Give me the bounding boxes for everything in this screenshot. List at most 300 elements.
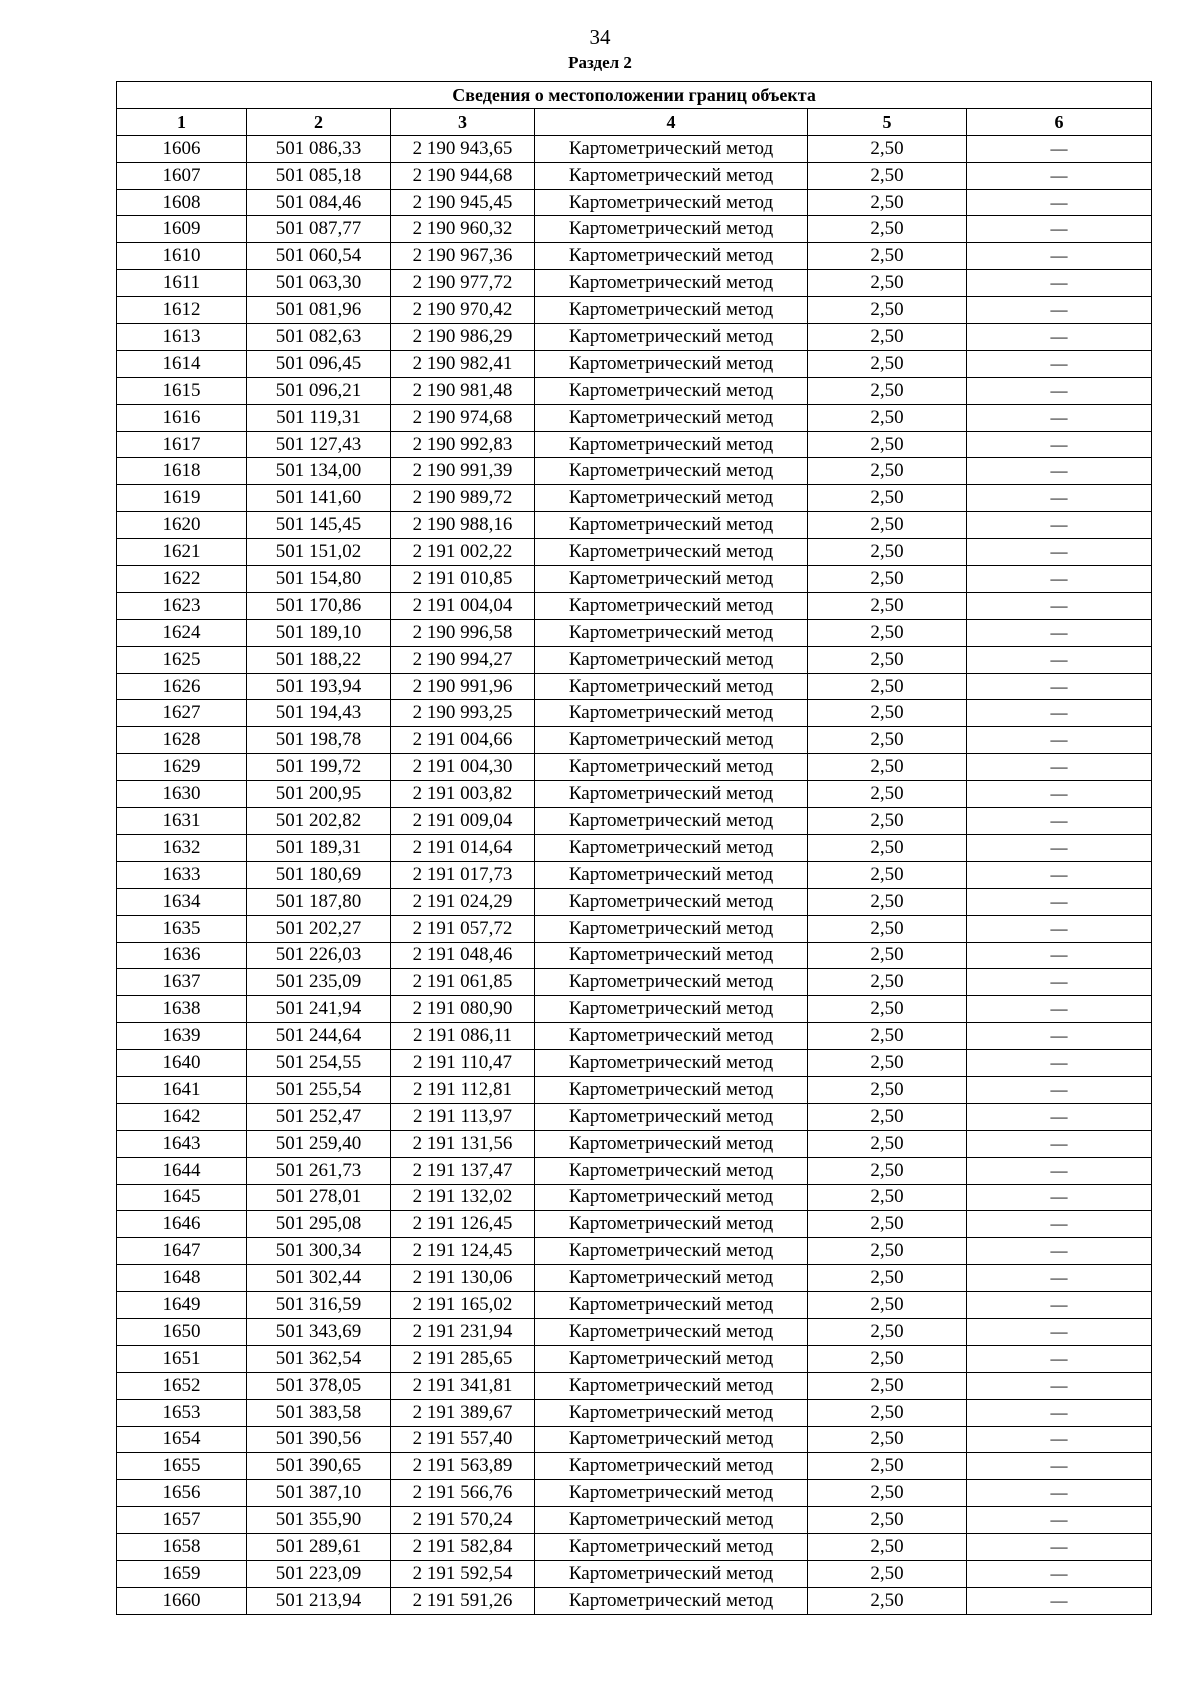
cell-description: —	[967, 1345, 1152, 1372]
table-body	[117, 135, 1152, 1614]
cell-description: —	[967, 297, 1152, 324]
cell-description: —	[967, 1534, 1152, 1561]
cell-y-coordinate: 2 190 988,16	[391, 512, 535, 539]
cell-accuracy: 2,50	[808, 1130, 967, 1157]
cell-point-number: 1630	[117, 781, 247, 808]
cell-accuracy: 2,50	[808, 619, 967, 646]
cell-description: —	[967, 619, 1152, 646]
cell-method: Картометрический метод	[535, 1507, 808, 1534]
cell-accuracy: 2,50	[808, 1211, 967, 1238]
cell-method: Картометрический метод	[535, 1238, 808, 1265]
cell-accuracy: 2,50	[808, 1050, 967, 1077]
cell-accuracy: 2,50	[808, 566, 967, 593]
table-row	[117, 888, 1152, 915]
cell-accuracy: 2,50	[808, 1453, 967, 1480]
cell-point-number: 1628	[117, 727, 247, 754]
cell-method: Картометрический метод	[535, 404, 808, 431]
cell-x-coordinate: 501 081,96	[247, 297, 391, 324]
cell-point-number: 1618	[117, 458, 247, 485]
table-caption: Сведения о местоположении границ объекта	[117, 82, 1152, 109]
cell-x-coordinate: 501 134,00	[247, 458, 391, 485]
table-row	[117, 1318, 1152, 1345]
cell-accuracy: 2,50	[808, 297, 967, 324]
cell-y-coordinate: 2 191 004,04	[391, 592, 535, 619]
cell-x-coordinate: 501 082,63	[247, 324, 391, 351]
table-row	[117, 431, 1152, 458]
cell-description: —	[967, 754, 1152, 781]
table-caption-row	[117, 82, 1152, 109]
cell-description: —	[967, 888, 1152, 915]
cell-method: Картометрический метод	[535, 377, 808, 404]
cell-description: —	[967, 1238, 1152, 1265]
cell-description: —	[967, 1507, 1152, 1534]
cell-y-coordinate: 2 191 137,47	[391, 1157, 535, 1184]
cell-point-number: 1637	[117, 969, 247, 996]
cell-y-coordinate: 2 191 009,04	[391, 808, 535, 835]
cell-x-coordinate: 501 254,55	[247, 1050, 391, 1077]
cell-point-number: 1652	[117, 1372, 247, 1399]
cell-point-number: 1648	[117, 1265, 247, 1292]
cell-description: —	[967, 942, 1152, 969]
cell-point-number: 1608	[117, 189, 247, 216]
cell-y-coordinate: 2 190 982,41	[391, 350, 535, 377]
cell-y-coordinate: 2 191 048,46	[391, 942, 535, 969]
cell-x-coordinate: 501 390,65	[247, 1453, 391, 1480]
cell-description: —	[967, 485, 1152, 512]
cell-x-coordinate: 501 145,45	[247, 512, 391, 539]
cell-x-coordinate: 501 189,10	[247, 619, 391, 646]
section-title: Раздел 2	[568, 53, 632, 72]
cell-x-coordinate: 501 200,95	[247, 781, 391, 808]
cell-point-number: 1660	[117, 1587, 247, 1614]
cell-description: —	[967, 162, 1152, 189]
table-row	[117, 1292, 1152, 1319]
cell-x-coordinate: 501 085,18	[247, 162, 391, 189]
cell-description: —	[967, 1157, 1152, 1184]
cell-x-coordinate: 501 213,94	[247, 1587, 391, 1614]
table-row	[117, 270, 1152, 297]
cell-method: Картометрический метод	[535, 350, 808, 377]
cell-description: —	[967, 1184, 1152, 1211]
cell-method: Картометрический метод	[535, 646, 808, 673]
cell-y-coordinate: 2 190 960,32	[391, 216, 535, 243]
column-header-1: 1	[117, 108, 247, 135]
cell-accuracy: 2,50	[808, 727, 967, 754]
table-row	[117, 619, 1152, 646]
column-header-6: 6	[967, 108, 1152, 135]
cell-description: —	[967, 1023, 1152, 1050]
cell-accuracy: 2,50	[808, 808, 967, 835]
column-header-3: 3	[391, 108, 535, 135]
cell-accuracy: 2,50	[808, 1265, 967, 1292]
cell-y-coordinate: 2 190 974,68	[391, 404, 535, 431]
table-row	[117, 297, 1152, 324]
cell-point-number: 1642	[117, 1103, 247, 1130]
cell-accuracy: 2,50	[808, 1238, 967, 1265]
cell-y-coordinate: 2 191 557,40	[391, 1426, 535, 1453]
cell-x-coordinate: 501 244,64	[247, 1023, 391, 1050]
table-row	[117, 458, 1152, 485]
cell-y-coordinate: 2 190 992,83	[391, 431, 535, 458]
cell-accuracy: 2,50	[808, 942, 967, 969]
cell-accuracy: 2,50	[808, 1076, 967, 1103]
cell-point-number: 1614	[117, 350, 247, 377]
cell-y-coordinate: 2 191 017,73	[391, 861, 535, 888]
column-header-5: 5	[808, 108, 967, 135]
cell-accuracy: 2,50	[808, 512, 967, 539]
cell-accuracy: 2,50	[808, 1372, 967, 1399]
cell-method: Картометрический метод	[535, 1157, 808, 1184]
cell-accuracy: 2,50	[808, 458, 967, 485]
cell-y-coordinate: 2 190 989,72	[391, 485, 535, 512]
cell-method: Картометрический метод	[535, 1453, 808, 1480]
cell-x-coordinate: 501 383,58	[247, 1399, 391, 1426]
cell-accuracy: 2,50	[808, 1534, 967, 1561]
cell-x-coordinate: 501 300,34	[247, 1238, 391, 1265]
cell-y-coordinate: 2 191 389,67	[391, 1399, 535, 1426]
cell-accuracy: 2,50	[808, 1345, 967, 1372]
cell-x-coordinate: 501 223,09	[247, 1560, 391, 1587]
cell-description: —	[967, 861, 1152, 888]
table-row	[117, 996, 1152, 1023]
cell-description: —	[967, 673, 1152, 700]
cell-method: Картометрический метод	[535, 162, 808, 189]
cell-accuracy: 2,50	[808, 861, 967, 888]
cell-method: Картометрический метод	[535, 781, 808, 808]
cell-method: Картометрический метод	[535, 1345, 808, 1372]
cell-y-coordinate: 2 191 004,30	[391, 754, 535, 781]
cell-accuracy: 2,50	[808, 243, 967, 270]
cell-y-coordinate: 2 191 231,94	[391, 1318, 535, 1345]
cell-x-coordinate: 501 180,69	[247, 861, 391, 888]
boundary-coordinates-table	[116, 81, 1152, 1615]
cell-x-coordinate: 501 127,43	[247, 431, 391, 458]
cell-accuracy: 2,50	[808, 1103, 967, 1130]
cell-point-number: 1612	[117, 297, 247, 324]
cell-description: —	[967, 1399, 1152, 1426]
cell-description: —	[967, 324, 1152, 351]
cell-accuracy: 2,50	[808, 216, 967, 243]
cell-x-coordinate: 501 261,73	[247, 1157, 391, 1184]
cell-description: —	[967, 350, 1152, 377]
cell-method: Картометрический метод	[535, 458, 808, 485]
table-row	[117, 646, 1152, 673]
cell-description: —	[967, 1480, 1152, 1507]
cell-x-coordinate: 501 226,03	[247, 942, 391, 969]
cell-y-coordinate: 2 191 080,90	[391, 996, 535, 1023]
cell-method: Картометрический метод	[535, 135, 808, 162]
cell-point-number: 1644	[117, 1157, 247, 1184]
cell-x-coordinate: 501 387,10	[247, 1480, 391, 1507]
cell-description: —	[967, 1103, 1152, 1130]
cell-accuracy: 2,50	[808, 485, 967, 512]
cell-x-coordinate: 501 241,94	[247, 996, 391, 1023]
cell-x-coordinate: 501 187,80	[247, 888, 391, 915]
table-row	[117, 1480, 1152, 1507]
table-row	[117, 1399, 1152, 1426]
cell-x-coordinate: 501 355,90	[247, 1507, 391, 1534]
cell-method: Картометрический метод	[535, 673, 808, 700]
cell-point-number: 1626	[117, 673, 247, 700]
cell-accuracy: 2,50	[808, 1023, 967, 1050]
cell-x-coordinate: 501 086,33	[247, 135, 391, 162]
cell-description: —	[967, 431, 1152, 458]
cell-method: Картометрический метод	[535, 1318, 808, 1345]
cell-point-number: 1622	[117, 566, 247, 593]
cell-y-coordinate: 2 191 582,84	[391, 1534, 535, 1561]
cell-y-coordinate: 2 191 086,11	[391, 1023, 535, 1050]
cell-accuracy: 2,50	[808, 1426, 967, 1453]
cell-point-number: 1649	[117, 1292, 247, 1319]
cell-accuracy: 2,50	[808, 781, 967, 808]
cell-method: Картометрический метод	[535, 727, 808, 754]
cell-method: Картометрический метод	[535, 1399, 808, 1426]
table-row	[117, 1534, 1152, 1561]
cell-method: Картометрический метод	[535, 1184, 808, 1211]
table-row	[117, 1130, 1152, 1157]
cell-method: Картометрический метод	[535, 592, 808, 619]
cell-method: Картометрический метод	[535, 1050, 808, 1077]
cell-point-number: 1650	[117, 1318, 247, 1345]
cell-x-coordinate: 501 170,86	[247, 592, 391, 619]
table-header-row	[117, 108, 1152, 135]
cell-description: —	[967, 1076, 1152, 1103]
cell-accuracy: 2,50	[808, 1507, 967, 1534]
cell-accuracy: 2,50	[808, 189, 967, 216]
cell-description: —	[967, 270, 1152, 297]
cell-x-coordinate: 501 362,54	[247, 1345, 391, 1372]
cell-x-coordinate: 501 096,45	[247, 350, 391, 377]
page-number: 34	[589, 25, 611, 49]
cell-accuracy: 2,50	[808, 915, 967, 942]
cell-method: Картометрический метод	[535, 888, 808, 915]
cell-method: Картометрический метод	[535, 189, 808, 216]
table-row	[117, 915, 1152, 942]
cell-description: —	[967, 216, 1152, 243]
cell-method: Картометрический метод	[535, 566, 808, 593]
column-header-2: 2	[247, 108, 391, 135]
cell-x-coordinate: 501 295,08	[247, 1211, 391, 1238]
cell-point-number: 1638	[117, 996, 247, 1023]
cell-x-coordinate: 501 189,31	[247, 834, 391, 861]
cell-point-number: 1613	[117, 324, 247, 351]
cell-x-coordinate: 501 259,40	[247, 1130, 391, 1157]
cell-x-coordinate: 501 199,72	[247, 754, 391, 781]
cell-accuracy: 2,50	[808, 270, 967, 297]
cell-description: —	[967, 646, 1152, 673]
cell-description: —	[967, 1050, 1152, 1077]
table-row	[117, 1157, 1152, 1184]
cell-method: Картометрический метод	[535, 969, 808, 996]
table-row	[117, 189, 1152, 216]
cell-point-number: 1615	[117, 377, 247, 404]
cell-y-coordinate: 2 190 945,45	[391, 189, 535, 216]
table-row	[117, 1426, 1152, 1453]
cell-accuracy: 2,50	[808, 1318, 967, 1345]
cell-method: Картометрический метод	[535, 1103, 808, 1130]
cell-description: —	[967, 700, 1152, 727]
table-row	[117, 512, 1152, 539]
cell-accuracy: 2,50	[808, 162, 967, 189]
cell-point-number: 1609	[117, 216, 247, 243]
cell-x-coordinate: 501 235,09	[247, 969, 391, 996]
cell-x-coordinate: 501 060,54	[247, 243, 391, 270]
cell-y-coordinate: 2 191 126,45	[391, 1211, 535, 1238]
cell-method: Картометрический метод	[535, 216, 808, 243]
table-row	[117, 377, 1152, 404]
cell-x-coordinate: 501 302,44	[247, 1265, 391, 1292]
cell-method: Картометрический метод	[535, 1076, 808, 1103]
table-row	[117, 808, 1152, 835]
cell-y-coordinate: 2 191 110,47	[391, 1050, 535, 1077]
cell-point-number: 1606	[117, 135, 247, 162]
table-row	[117, 673, 1152, 700]
cell-accuracy: 2,50	[808, 350, 967, 377]
cell-method: Картометрический метод	[535, 996, 808, 1023]
cell-method: Картометрический метод	[535, 861, 808, 888]
cell-point-number: 1654	[117, 1426, 247, 1453]
cell-y-coordinate: 2 190 996,58	[391, 619, 535, 646]
table-row	[117, 1372, 1152, 1399]
cell-point-number: 1645	[117, 1184, 247, 1211]
cell-x-coordinate: 501 202,27	[247, 915, 391, 942]
cell-x-coordinate: 501 154,80	[247, 566, 391, 593]
cell-y-coordinate: 2 191 004,66	[391, 727, 535, 754]
table-row	[117, 754, 1152, 781]
cell-accuracy: 2,50	[808, 592, 967, 619]
cell-accuracy: 2,50	[808, 888, 967, 915]
cell-description: —	[967, 135, 1152, 162]
cell-point-number: 1641	[117, 1076, 247, 1103]
table-row	[117, 1076, 1152, 1103]
table-row	[117, 1184, 1152, 1211]
cell-y-coordinate: 2 190 994,27	[391, 646, 535, 673]
cell-y-coordinate: 2 191 113,97	[391, 1103, 535, 1130]
cell-x-coordinate: 501 278,01	[247, 1184, 391, 1211]
cell-point-number: 1634	[117, 888, 247, 915]
cell-point-number: 1620	[117, 512, 247, 539]
cell-x-coordinate: 501 289,61	[247, 1534, 391, 1561]
cell-description: —	[967, 1318, 1152, 1345]
cell-accuracy: 2,50	[808, 646, 967, 673]
cell-point-number: 1636	[117, 942, 247, 969]
cell-accuracy: 2,50	[808, 1292, 967, 1319]
cell-point-number: 1616	[117, 404, 247, 431]
cell-method: Картометрический метод	[535, 915, 808, 942]
cell-y-coordinate: 2 191 570,24	[391, 1507, 535, 1534]
cell-description: —	[967, 512, 1152, 539]
cell-accuracy: 2,50	[808, 539, 967, 566]
cell-accuracy: 2,50	[808, 404, 967, 431]
cell-x-coordinate: 501 119,31	[247, 404, 391, 431]
cell-description: —	[967, 834, 1152, 861]
cell-accuracy: 2,50	[808, 135, 967, 162]
cell-accuracy: 2,50	[808, 969, 967, 996]
table-row	[117, 1238, 1152, 1265]
cell-x-coordinate: 501 087,77	[247, 216, 391, 243]
cell-y-coordinate: 2 191 024,29	[391, 888, 535, 915]
cell-description: —	[967, 566, 1152, 593]
cell-x-coordinate: 501 194,43	[247, 700, 391, 727]
cell-y-coordinate: 2 191 285,65	[391, 1345, 535, 1372]
table-row	[117, 1560, 1152, 1587]
table-row	[117, 942, 1152, 969]
table-row	[117, 834, 1152, 861]
table-row	[117, 1023, 1152, 1050]
cell-x-coordinate: 501 378,05	[247, 1372, 391, 1399]
cell-y-coordinate: 2 190 991,96	[391, 673, 535, 700]
cell-accuracy: 2,50	[808, 673, 967, 700]
table-row	[117, 162, 1152, 189]
cell-point-number: 1625	[117, 646, 247, 673]
cell-x-coordinate: 501 255,54	[247, 1076, 391, 1103]
table-row	[117, 485, 1152, 512]
cell-method: Картометрический метод	[535, 485, 808, 512]
cell-method: Картометрический метод	[535, 1587, 808, 1614]
cell-point-number: 1623	[117, 592, 247, 619]
cell-method: Картометрический метод	[535, 324, 808, 351]
cell-x-coordinate: 501 151,02	[247, 539, 391, 566]
table-row	[117, 861, 1152, 888]
cell-method: Картометрический метод	[535, 539, 808, 566]
cell-accuracy: 2,50	[808, 324, 967, 351]
cell-y-coordinate: 2 190 981,48	[391, 377, 535, 404]
column-header-4: 4	[535, 108, 808, 135]
cell-x-coordinate: 501 063,30	[247, 270, 391, 297]
cell-accuracy: 2,50	[808, 1560, 967, 1587]
cell-point-number: 1651	[117, 1345, 247, 1372]
cell-point-number: 1646	[117, 1211, 247, 1238]
cell-description: —	[967, 458, 1152, 485]
cell-method: Картометрический метод	[535, 1265, 808, 1292]
cell-x-coordinate: 501 316,59	[247, 1292, 391, 1319]
cell-y-coordinate: 2 191 341,81	[391, 1372, 535, 1399]
cell-point-number: 1640	[117, 1050, 247, 1077]
cell-description: —	[967, 1453, 1152, 1480]
table-row	[117, 1345, 1152, 1372]
cell-y-coordinate: 2 191 592,54	[391, 1560, 535, 1587]
cell-point-number: 1633	[117, 861, 247, 888]
cell-description: —	[967, 1587, 1152, 1614]
cell-point-number: 1632	[117, 834, 247, 861]
cell-method: Картометрический метод	[535, 942, 808, 969]
cell-x-coordinate: 501 343,69	[247, 1318, 391, 1345]
cell-point-number: 1627	[117, 700, 247, 727]
cell-description: —	[967, 915, 1152, 942]
table-row	[117, 1103, 1152, 1130]
cell-accuracy: 2,50	[808, 700, 967, 727]
table-row	[117, 1265, 1152, 1292]
cell-accuracy: 2,50	[808, 1587, 967, 1614]
cell-point-number: 1647	[117, 1238, 247, 1265]
cell-accuracy: 2,50	[808, 1399, 967, 1426]
cell-method: Картометрический метод	[535, 700, 808, 727]
cell-y-coordinate: 2 191 010,85	[391, 566, 535, 593]
cell-point-number: 1655	[117, 1453, 247, 1480]
cell-point-number: 1629	[117, 754, 247, 781]
cell-point-number: 1624	[117, 619, 247, 646]
cell-method: Картометрический метод	[535, 1211, 808, 1238]
cell-accuracy: 2,50	[808, 754, 967, 781]
table-row	[117, 781, 1152, 808]
cell-description: —	[967, 1372, 1152, 1399]
cell-description: —	[967, 781, 1152, 808]
cell-method: Картометрический метод	[535, 1372, 808, 1399]
table-row	[117, 350, 1152, 377]
table-row	[117, 135, 1152, 162]
cell-y-coordinate: 2 191 165,02	[391, 1292, 535, 1319]
cell-description: —	[967, 1426, 1152, 1453]
